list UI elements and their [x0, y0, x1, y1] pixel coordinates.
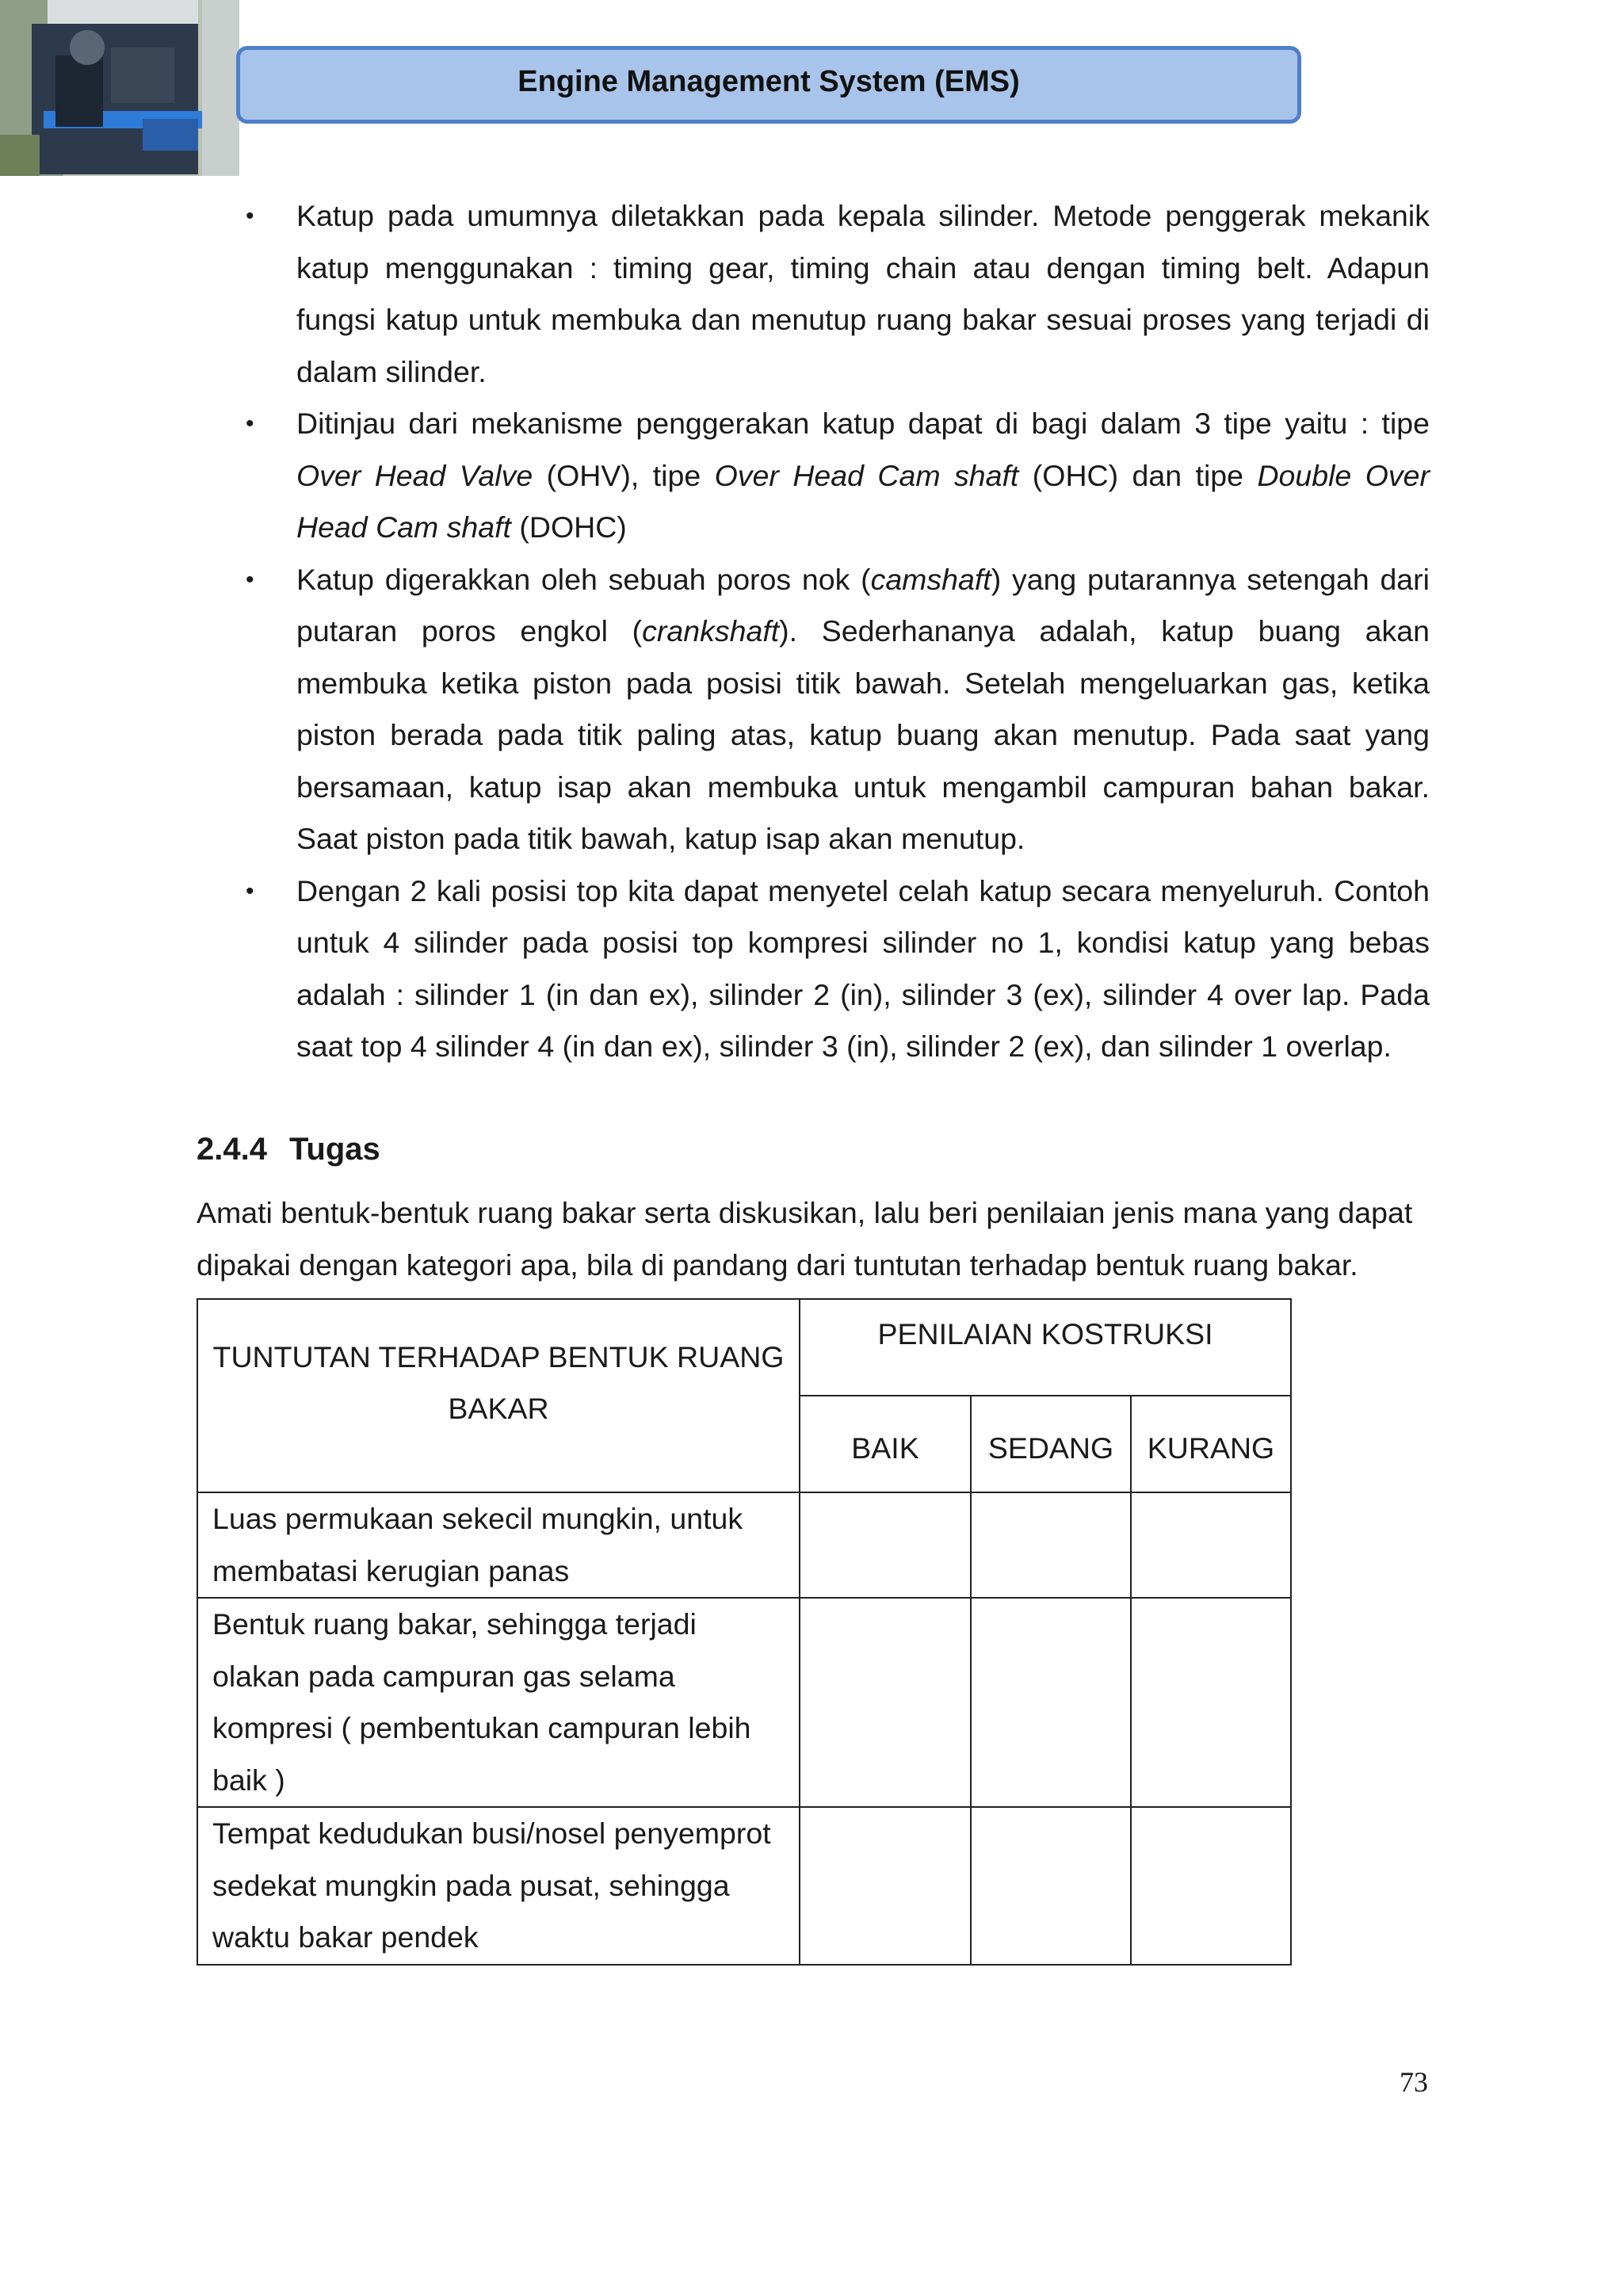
- bullet-dot-icon: •: [246, 203, 254, 229]
- bullet-dot-icon: •: [246, 411, 254, 437]
- bullet-text: Katup pada umumnya diletakkan pada kepala silinder. Metode penggerak mekanik katup menggunakan : timing gear, timing chain atau dengan timing belt. Adapun fungsi katup untuk membuka dan menutup ruang bakar sesuai proses yang terjadi di dalam silinder.: [296, 199, 1430, 388]
- rating-cell-baik[interactable]: [800, 1807, 971, 1965]
- table-row-label: Tempat kedudukan busi/nosel penyemprot sedekat mungkin pada pusat, sehingga waktu bakar pendek: [197, 1807, 800, 1965]
- section-title: Tugas: [288, 1132, 380, 1167]
- bullet-text: Ditinjau dari mekanisme penggerakan katup dapat di bagi dalam 3 tipe yaitu : tipe: [296, 407, 1430, 440]
- bullet-term: Double Over Head Cam shaft: [296, 458, 1430, 544]
- header-banner: [236, 46, 1301, 124]
- engine-photo-icon: [0, 0, 239, 176]
- bullet-item: [236, 554, 1430, 865]
- bullet-list: [236, 190, 1430, 1073]
- bullet-text: Katup digerakkan oleh sebuah poros nok (: [296, 562, 871, 596]
- bullet-item: [236, 865, 1430, 1073]
- assessment-table: [197, 1298, 1292, 1966]
- bullet-item: [236, 190, 1430, 398]
- bullet-dot-icon: •: [246, 566, 254, 593]
- rating-cell-sedang[interactable]: [971, 1807, 1131, 1965]
- bullet-text: (OHV), tipe: [533, 458, 715, 492]
- page-number: 73: [1400, 2066, 1428, 2098]
- rating-cell-sedang[interactable]: [971, 1598, 1131, 1807]
- table-subheader-kurang: KURANG: [1131, 1396, 1291, 1492]
- table-row: [197, 1598, 1291, 1807]
- bullet-text: (OHC) dan tipe: [1018, 458, 1258, 492]
- table-subheader-baik: BAIK: [800, 1396, 971, 1492]
- table-subheader-sedang: SEDANG: [971, 1396, 1131, 1492]
- bullet-dot-icon: •: [246, 877, 254, 904]
- section-heading: [197, 1132, 380, 1167]
- table-row: [197, 1807, 1291, 1965]
- table-row: [197, 1492, 1291, 1598]
- rating-cell-baik[interactable]: [800, 1492, 971, 1598]
- table-row-label: Luas permukaan sekecil mungkin, untuk membatasi kerugian panas: [197, 1492, 800, 1598]
- engine-photo: [0, 0, 239, 176]
- rating-cell-kurang[interactable]: [1131, 1598, 1291, 1807]
- bullet-item: [236, 398, 1430, 554]
- bullet-text: ) yang putarannya setengah dari putaran poros engkol (: [296, 562, 1430, 648]
- bullet-term: crankshaft: [642, 614, 780, 648]
- rating-cell-kurang[interactable]: [1131, 1492, 1291, 1598]
- table-header-requirements: TUNTUTAN TERHADAP BENTUK RUANG BAKAR: [197, 1299, 800, 1492]
- section-number: 2.4.4: [197, 1132, 267, 1167]
- bullet-text: (DOHC): [510, 510, 627, 544]
- table-header-assessment: PENILAIAN KOSTRUKSI: [800, 1299, 1291, 1396]
- rating-cell-sedang[interactable]: [971, 1492, 1131, 1598]
- table-row-label: Bentuk ruang bakar, sehingga terjadi olakan pada campuran gas selama kompresi ( pembentukan campuran lebih baik ): [197, 1598, 800, 1807]
- bullet-term: Over Head Valve: [296, 458, 533, 492]
- bullet-term: Over Head Cam shaft: [714, 458, 1019, 492]
- rating-cell-baik[interactable]: [800, 1598, 971, 1807]
- bullet-text: Dengan 2 kali posisi top kita dapat menyetel celah katup secara menyeluruh. Contoh untuk 4 silinder pada posisi top kompresi silinder no 1, kondisi katup yang bebas adalah : silinder 1 (in dan ex), silinder 2 (in), silinder 3 (ex), silinder 4 over lap. Pada saat top 4 silinder 4 (in dan ex), silinder 3 (in), silinder 2 (ex), dan silinder 1 overlap.: [296, 873, 1430, 1063]
- rating-cell-kurang[interactable]: [1131, 1807, 1291, 1965]
- header-title: Engine Management System (EMS): [517, 64, 1020, 98]
- section-intro: Amati bentuk-bentuk ruang bakar serta diskusikan, lalu beri penilaian jenis mana yang dapat dipakai dengan kategori apa, bila di pandang dari tuntutan terhadap bentuk ruang bakar.: [197, 1196, 1413, 1282]
- bullet-term: camshaft: [870, 562, 991, 596]
- bullet-text: ). Sederhananya adalah, katup buang akan membuka ketika piston pada posisi titik bawah. Setelah mengeluarkan gas, ketika piston berada pada titik paling atas, katup buang akan menutup. Pada saat yang bersamaan, katup isap akan membuka untuk mengambil campuran bahan bakar. Saat piston pada titik bawah, katup isap akan menutup.: [296, 614, 1430, 855]
